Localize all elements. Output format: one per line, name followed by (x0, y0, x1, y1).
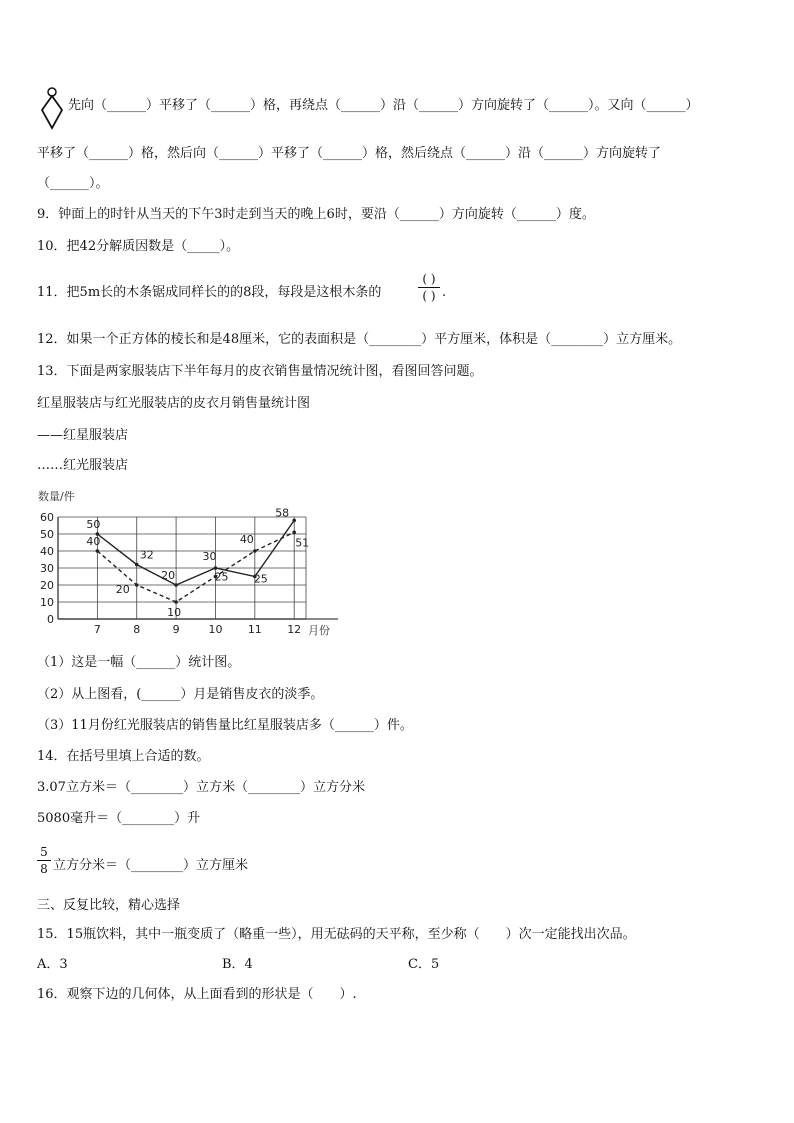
y-tick-60: 60 (40, 511, 54, 524)
question-11-end: . (442, 285, 447, 300)
x-tick-11: 11 (247, 623, 262, 636)
data-label-s1-10: 30 (202, 550, 217, 563)
question-14-c: 立方分米＝（________）立方厘米 (53, 858, 249, 873)
data-label-s2-9: 10 (167, 606, 182, 619)
legend-dotted-line: ……红光服装店 (37, 458, 129, 473)
data-point-s2-9 (174, 600, 178, 604)
data-label-s1-9: 20 (161, 569, 176, 582)
question-15-option-a: A．3 (37, 957, 68, 972)
data-point-s2-11 (253, 549, 257, 553)
question-14-b: 5080毫升＝（________）升 (37, 811, 201, 826)
x-axis-label: 月份 (308, 624, 330, 637)
question-13: 13．下面是两家服装店下半年每月的皮衣销售量情况统计图，看图回答问题。 (37, 364, 483, 379)
question-14: 14．在括号里填上合适的数。 (37, 749, 210, 764)
question-8-line-3: （______）。 (37, 176, 109, 191)
y-axis-label: 数量/件 (38, 490, 75, 503)
sales-line-chart (30, 486, 350, 646)
question-15-option-c: C．5 (408, 957, 440, 972)
data-point-s2-8 (135, 583, 139, 587)
x-tick-10: 10 (208, 623, 223, 636)
y-tick-30: 30 (40, 562, 54, 575)
data-point-s1-10 (214, 566, 218, 570)
question-10: 10．把42分解质因数是（_____）。 (37, 239, 240, 254)
question-14-a: 3.07立方米＝（________）立方米（________）立方分米 (37, 780, 365, 795)
question-11 (37, 284, 381, 302)
chart-title: 红星服装店与红光服装店的皮衣月销售量统计图 (37, 396, 311, 411)
question-8-line-2: 平移了（______）格，然后向（______）平移了（______）格，然后绕点（______）沿（______）方向旋转了 (37, 146, 662, 161)
data-label-s2-7: 40 (86, 535, 101, 548)
data-label-s2-8: 20 (115, 583, 130, 596)
question-14-c-numerator: 5 (40, 845, 48, 859)
question-14-c-fraction (37, 845, 51, 876)
data-label-s1-7: 50 (86, 518, 101, 531)
question-15: 15．15瓶饮料，其中一瓶变质了（略重一些），用无砝码的天平称，至少称（ ）次一定能找出次品。 (37, 927, 636, 942)
data-label-s2-11: 40 (239, 533, 254, 546)
data-label-s1-8: 32 (139, 548, 154, 562)
legend-solid-line: ——红星服装店 (37, 428, 129, 443)
data-label-s1-11: 25 (253, 572, 268, 586)
question-11-denominator: ( ) (422, 289, 436, 303)
data-point-s1-8 (135, 563, 139, 567)
question-8-line-1: 先向（______）平移了（______）格，再绕点（______）沿（______）方向旋转了（______）。又向（______） (68, 98, 699, 113)
question-9: 9．钟面上的时针从当天的下午3时走到当天的晚上6时，要沿（______）方向旋转（______）度。 (37, 207, 595, 222)
y-tick-20: 20 (40, 579, 54, 592)
question-13-3: （3）11月份红光服装店的销售量比红星服装店多（______）件。 (37, 718, 413, 733)
data-point-s1-12 (292, 519, 296, 523)
y-tick-50: 50 (40, 528, 54, 541)
rotated-shape-icon (38, 86, 66, 132)
data-point-s2-7 (96, 549, 100, 553)
question-11-numerator: ( ) (422, 272, 436, 286)
data-label-s1-12: 58 (275, 506, 290, 520)
x-tick-8: 8 (133, 623, 141, 636)
question-16: 16．观察下边的几何体，从上面看到的形状是（ ）. (37, 987, 357, 1002)
x-tick-9: 9 (172, 623, 180, 636)
y-tick-40: 40 (40, 545, 54, 558)
question-13-2: （2）从上图看，(______）月是销售皮衣的淡季。 (37, 687, 324, 702)
section-3-heading: 三、反复比较，精心选择 (37, 898, 181, 913)
question-13-1: （1）这是一幅（______）统计图。 (37, 655, 241, 670)
question-14-c-denominator: 8 (40, 862, 48, 876)
y-tick-10: 10 (40, 596, 54, 609)
data-label-s2-10: 25 (214, 570, 229, 584)
x-tick-7: 7 (93, 623, 101, 636)
data-point-s1-9 (174, 583, 178, 587)
data-label-s2-12: 51 (295, 536, 310, 550)
x-tick-12: 12 (287, 623, 302, 636)
question-11-text: 11．把5m长的木条锯成同样长的的8段，每段是这根木条的 (37, 285, 382, 300)
question-12: 12．如果一个正方体的棱长和是48厘米，它的表面积是（________）平方厘米，体积是（________）立方厘米。 (37, 332, 682, 347)
data-point-s2-12 (292, 531, 296, 535)
y-tick-0: 0 (47, 613, 54, 626)
question-11-fraction (418, 272, 440, 303)
question-15-option-b: B．4 (222, 957, 253, 972)
